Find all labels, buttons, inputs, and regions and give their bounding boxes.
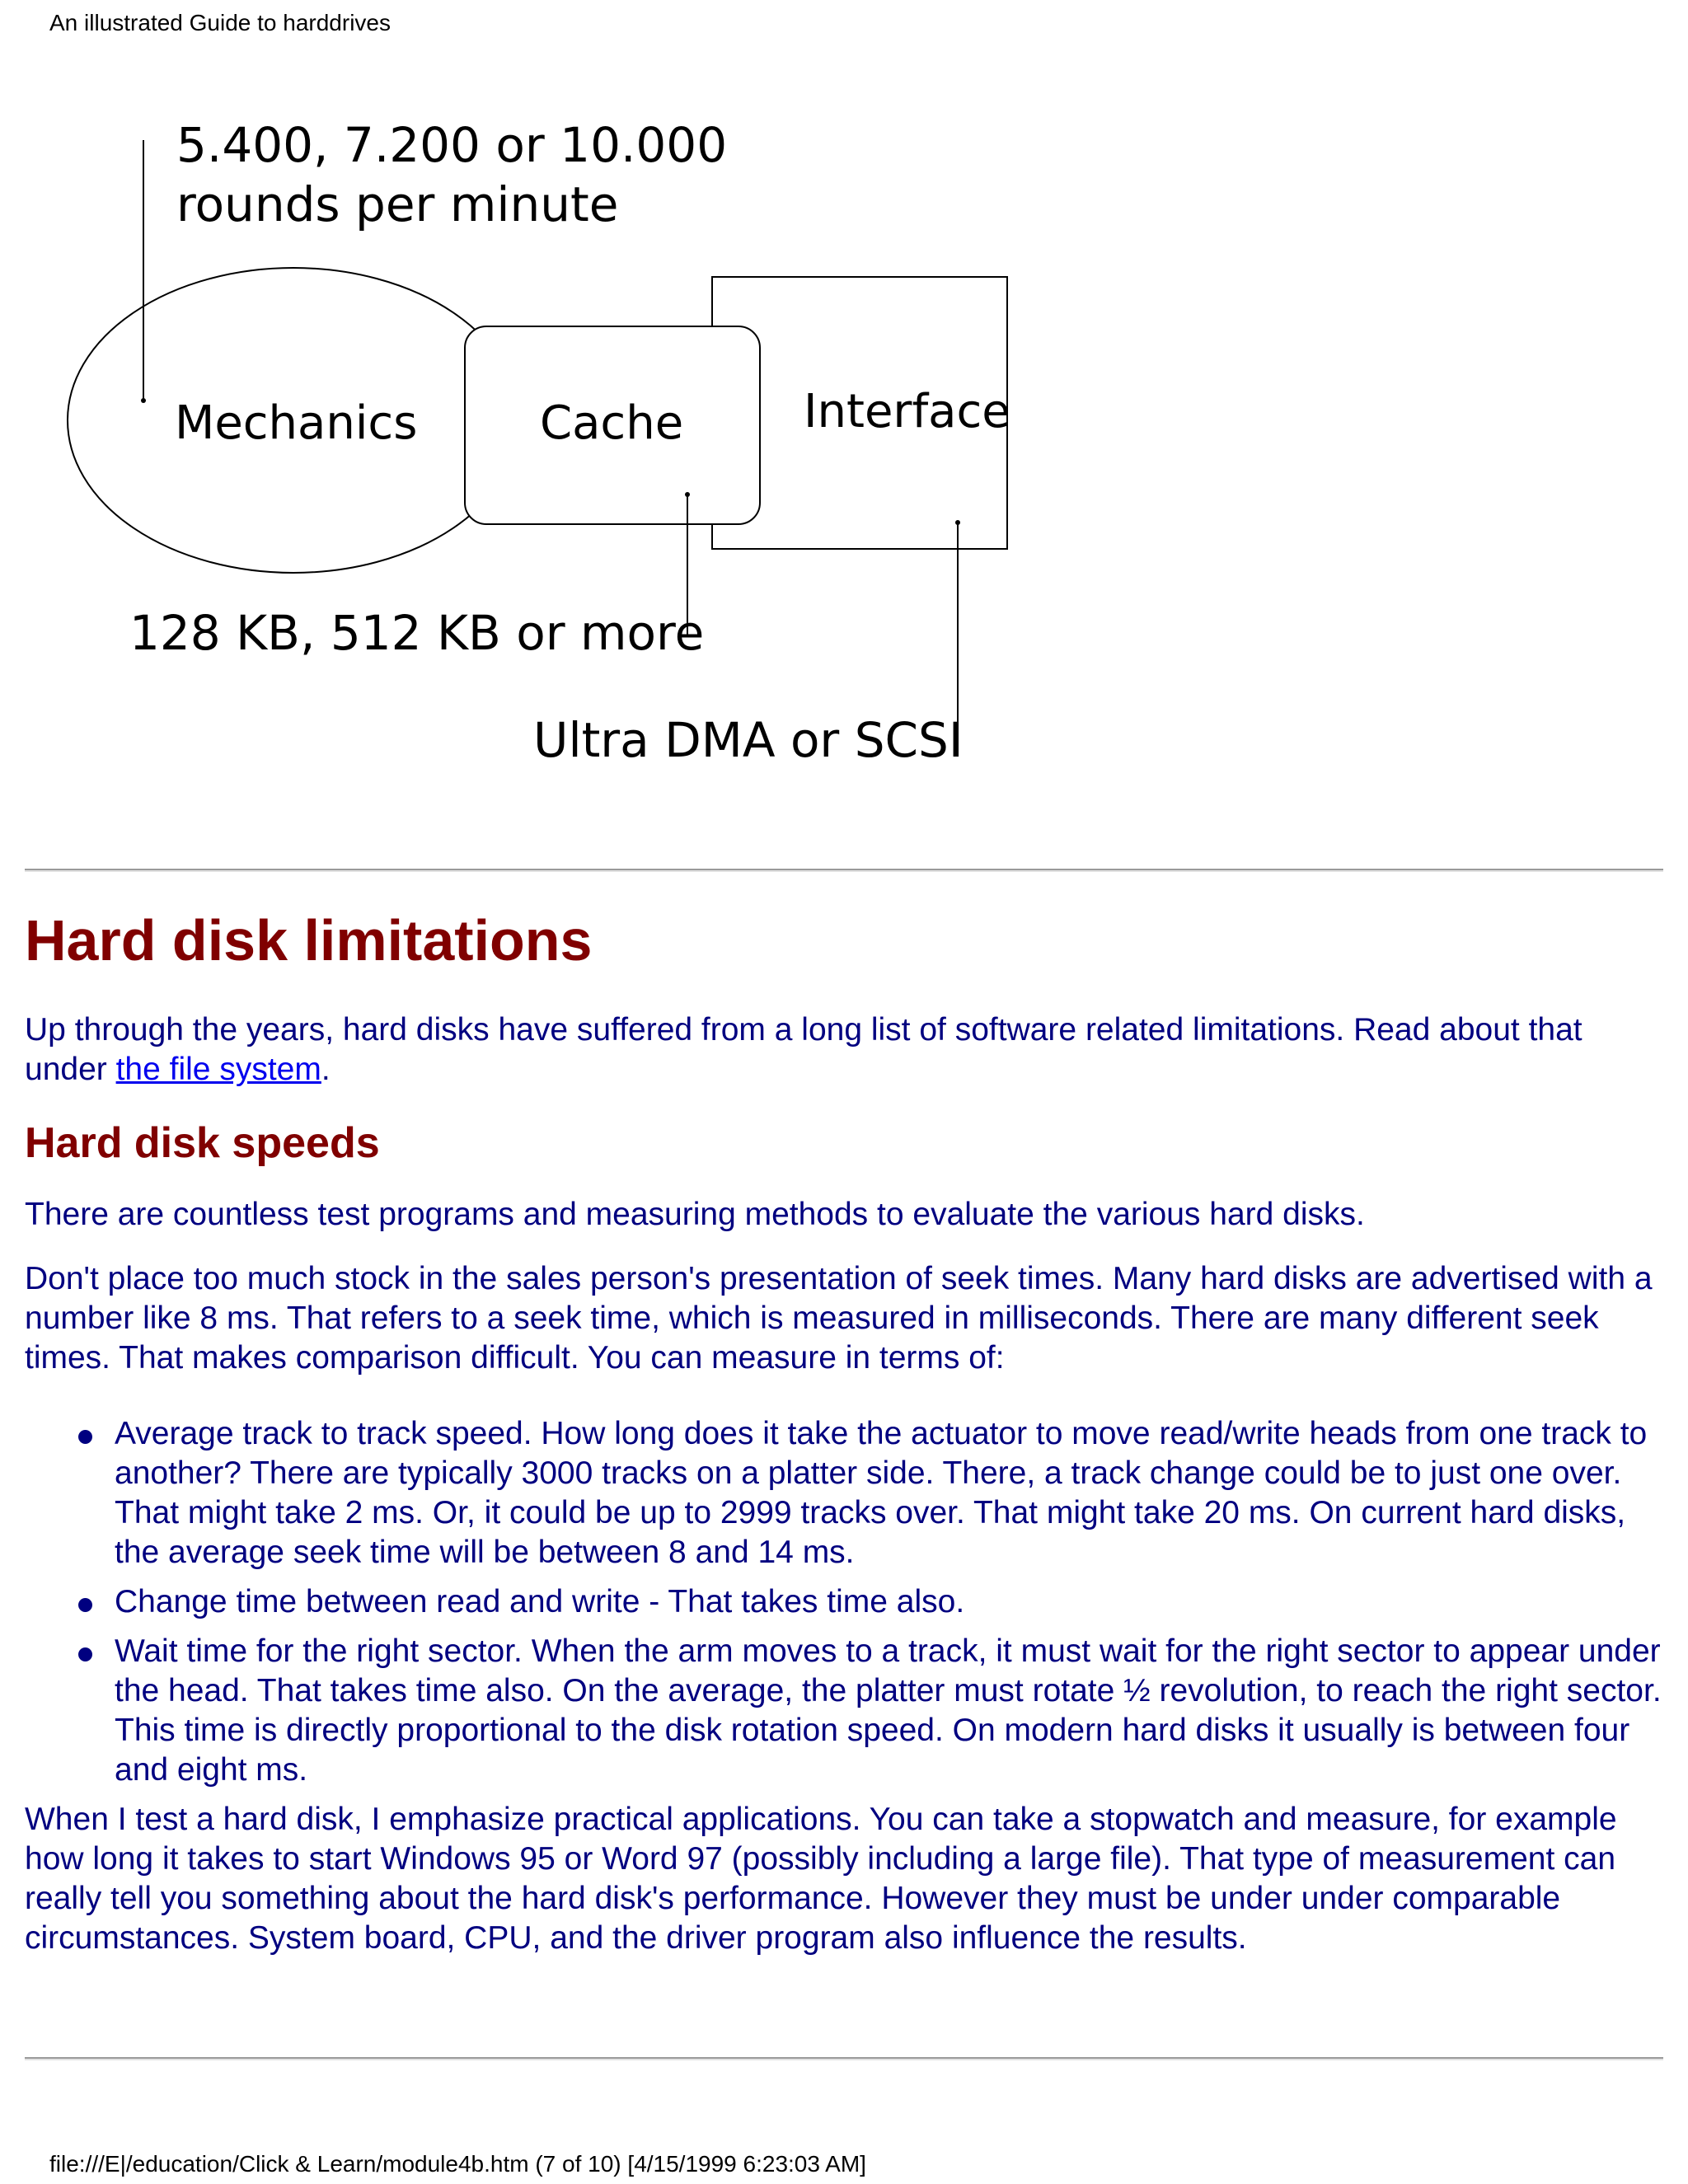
subsection-heading: Hard disk speeds (25, 1119, 380, 1167)
interface-pointer-dot (955, 520, 960, 525)
list-item (115, 1632, 1665, 1790)
interface-label: Interface (804, 385, 1010, 438)
paragraph-seek-times: Don't place too much stock in the sales person's presentation of seek times. Many hard disks are advertised with a number like 8 ms. That refers to a seek time, which is measured in milliseconds. There are many different seek times. That makes comparison difficult. You can measure in terms of: (25, 1261, 1653, 1376)
list-item-text: Change time between read and write - That takes time also. (115, 1584, 965, 1619)
bullet-icon (78, 1598, 92, 1612)
page-header: An illustrated Guide to harddrives (49, 10, 391, 35)
list-item (115, 1582, 1665, 1622)
list-item-text: Wait time for the right sector. When the arm moves to a track, it must wait for the right sector to appear under the head. That takes time also. On the average, the platter must rotate ½ revolution, to reach the right sector. This time is directly proportional to the disk rotation speed. On modern hard disks it usually is between four and eight ms. (115, 1633, 1662, 1788)
rpm-label-line2: rounds per minute (176, 176, 619, 232)
rpm-pointer-dot (141, 398, 146, 403)
intro-end: . (321, 1052, 331, 1087)
cache-pointer-dot (685, 492, 690, 497)
file-system-link[interactable]: the file system (115, 1052, 321, 1087)
measurement-list (25, 1414, 1665, 1790)
paragraph-practical-tests: When I test a hard disk, I emphasize practical applications. You can take a stopwatch and measure, for example how long it takes to start Windows 95 or Word 97 (possibly including a large file). That type of measurement can really tell you something about the hard disk's performance. However they must be under under comparable circumstances. System board, CPU, and the driver program also influence the results. (25, 1802, 1617, 1956)
list-item-text: Average track to track speed. How long does it take the actuator to move read/write heads from one track to another? There are typically 3000 tracks on a platter side. There, a track change could be to just one over. That might take 2 ms. Or, it could be up to 2999 tracks over. That might take 20 ms. On current hard disks, the average seek time will be between 8 and 14 ms. (115, 1416, 1648, 1570)
bullet-icon (78, 1430, 92, 1444)
interface-types-label: Ultra DMA or SCSI (533, 712, 963, 768)
article-content (25, 903, 1665, 1983)
cache-sizes-label: 128 KB, 512 KB or more (129, 605, 705, 661)
page-footer: file:///E|/education/Click & Learn/module4b.htm (7 of 10) [4/15/1999 6:23:03 AM] (49, 2151, 866, 2177)
intro-paragraph (25, 1010, 1665, 1090)
rpm-label-line1: 5.400, 7.200 or 10.000 (176, 117, 728, 173)
section-heading: Hard disk limitations (25, 908, 593, 972)
hard-disk-diagram (0, 0, 1071, 824)
intro-text: Up through the years, hard disks have suffered from a long list of software related limitations. Read about that under (25, 1012, 1582, 1087)
cache-label: Cache (540, 396, 684, 450)
bullet-icon (78, 1647, 92, 1661)
horizontal-rule (25, 869, 1663, 872)
list-item (115, 1414, 1665, 1572)
mechanics-label: Mechanics (175, 396, 418, 450)
paragraph-test-programs: There are countless test programs and measuring methods to evaluate the various hard disks. (25, 1197, 1365, 1232)
horizontal-rule (25, 2057, 1663, 2060)
